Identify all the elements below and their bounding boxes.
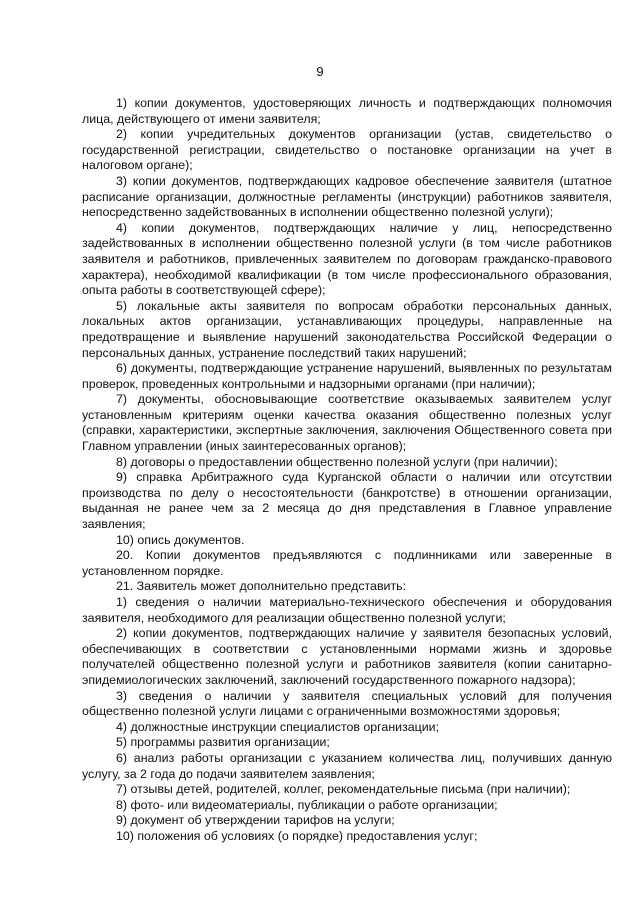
- paragraph-clause-21: 21. Заявитель может дополнительно представить:: [116, 579, 407, 594]
- paragraph-service-contracts: 8) договоры о предоставлении общественно полезной услуги (при наличии);: [116, 454, 558, 469]
- paragraph-job-instructions: 4) должностные инструкции специалистов организации;: [116, 719, 440, 734]
- paragraph-special-conditions: 3) сведения о наличии у заявителя специальных условий для получения общественно полезной услуги лицами с ограниченными возможностями здоровья;: [82, 688, 612, 719]
- paragraph-quality-criteria: 7) документы, обосновывающие соответствие оказываемых заявителем услуг установленным критериям оценки качества оказания общественно полезных услуг (справки, характеристики, экспертные заключения, заключения Общественного совета при Главном управлении (иных заинтересованных органов);: [82, 392, 612, 454]
- paragraph-service-terms: 10) положения об условиях (о порядке) предоставления услуг;: [116, 828, 478, 843]
- paragraph-arbitration-certificate: 9) справка Арбитражного суда Курганской области о наличии или отсутствии производства по делу о несостоятельности (банкротстве) в отношении организации, выданная не ранее чем за 2 месяца до дня представления в Главное управление заявления;: [82, 470, 612, 532]
- paragraph-tariffs: 9) документ об утверждении тарифов на услуги;: [116, 813, 395, 828]
- document-body: [82, 96, 612, 845]
- paragraph-material-support: 1) сведения о наличии материально-технического обеспечения и оборудования заявителя, необходимого для реализации общественно полезной услуги;: [82, 595, 612, 625]
- paragraph-work-analysis: 6) анализ работы организации с указанием количества лиц, получивших данную услугу, за 2 года до подачи заявителем заявления;: [82, 750, 612, 781]
- page-number: 9: [316, 64, 324, 79]
- paragraph-staffing-docs: 3) копии документов, подтверждающих кадровое обеспечение заявителя (штатное расписание организации, должностные регламенты (инструкции) работников заявителя, непосредственно задействованных в исполнении общественно полезной услуги);: [82, 173, 612, 220]
- paragraph-founding-docs: 2) копии учредительных документов организации (устав, свидетельство о государственной регистрации, свидетельство о постановке организации на учет в налоговом органе);: [82, 127, 612, 173]
- paragraph-clause-20: 20. Копии документов предъявляются с подлинниками или заверенные в установленном порядке.: [82, 548, 612, 578]
- paragraph-qualification-docs: 4) копии документов, подтверждающих наличие у лиц, непосредственно задействованных в исполнении общественно полезной услуги (в том числе работников заявителя и работников, привлеченных заявителем по договорам гражданско-правового характера), необходимой квалификации (в том числе профессионального образования, опыта работы в соответствующей сфере);: [82, 220, 612, 298]
- paragraph-safe-conditions: 2) копии документов, подтверждающих наличие у заявителя безопасных условий, обеспечивающих в соответствии с установленными нормами жизнь и здоровье получателей общественно полезной услуги и работников заявителя (копии санитарно-эпидемиологических заключений, заключений государственного пожарного надзора);: [82, 626, 612, 687]
- paragraph-inventory: 10) опись документов.: [116, 532, 245, 547]
- paragraph-docs-identity: 1) копии документов, удостоверяющих личность и подтверждающих полномочия лица, действующего от имени заявителя;: [82, 96, 612, 126]
- paragraph-personal-data-acts: 5) локальные акты заявителя по вопросам обработки персональных данных, локальных актов организации, устанавливающих процедуры, направленные на предотвращение и выявление нарушений законодательства Российской Федерации о персональных данных, устранение последствий таких нарушений;: [82, 298, 612, 360]
- paragraph-media: 8) фото- или видеоматериалы, публикации о работе организации;: [116, 797, 498, 812]
- paragraph-reviews: 7) отзывы детей, родителей, коллег, рекомендательные письма (при наличии);: [116, 782, 571, 797]
- paragraph-violations-fixed: 6) документы, подтверждающие устранение нарушений, выявленных по результатам проверок, проведенных контрольными и надзорными органами (при наличии);: [82, 361, 612, 391]
- paragraph-development-programs: 5) программы развития организации;: [116, 735, 330, 750]
